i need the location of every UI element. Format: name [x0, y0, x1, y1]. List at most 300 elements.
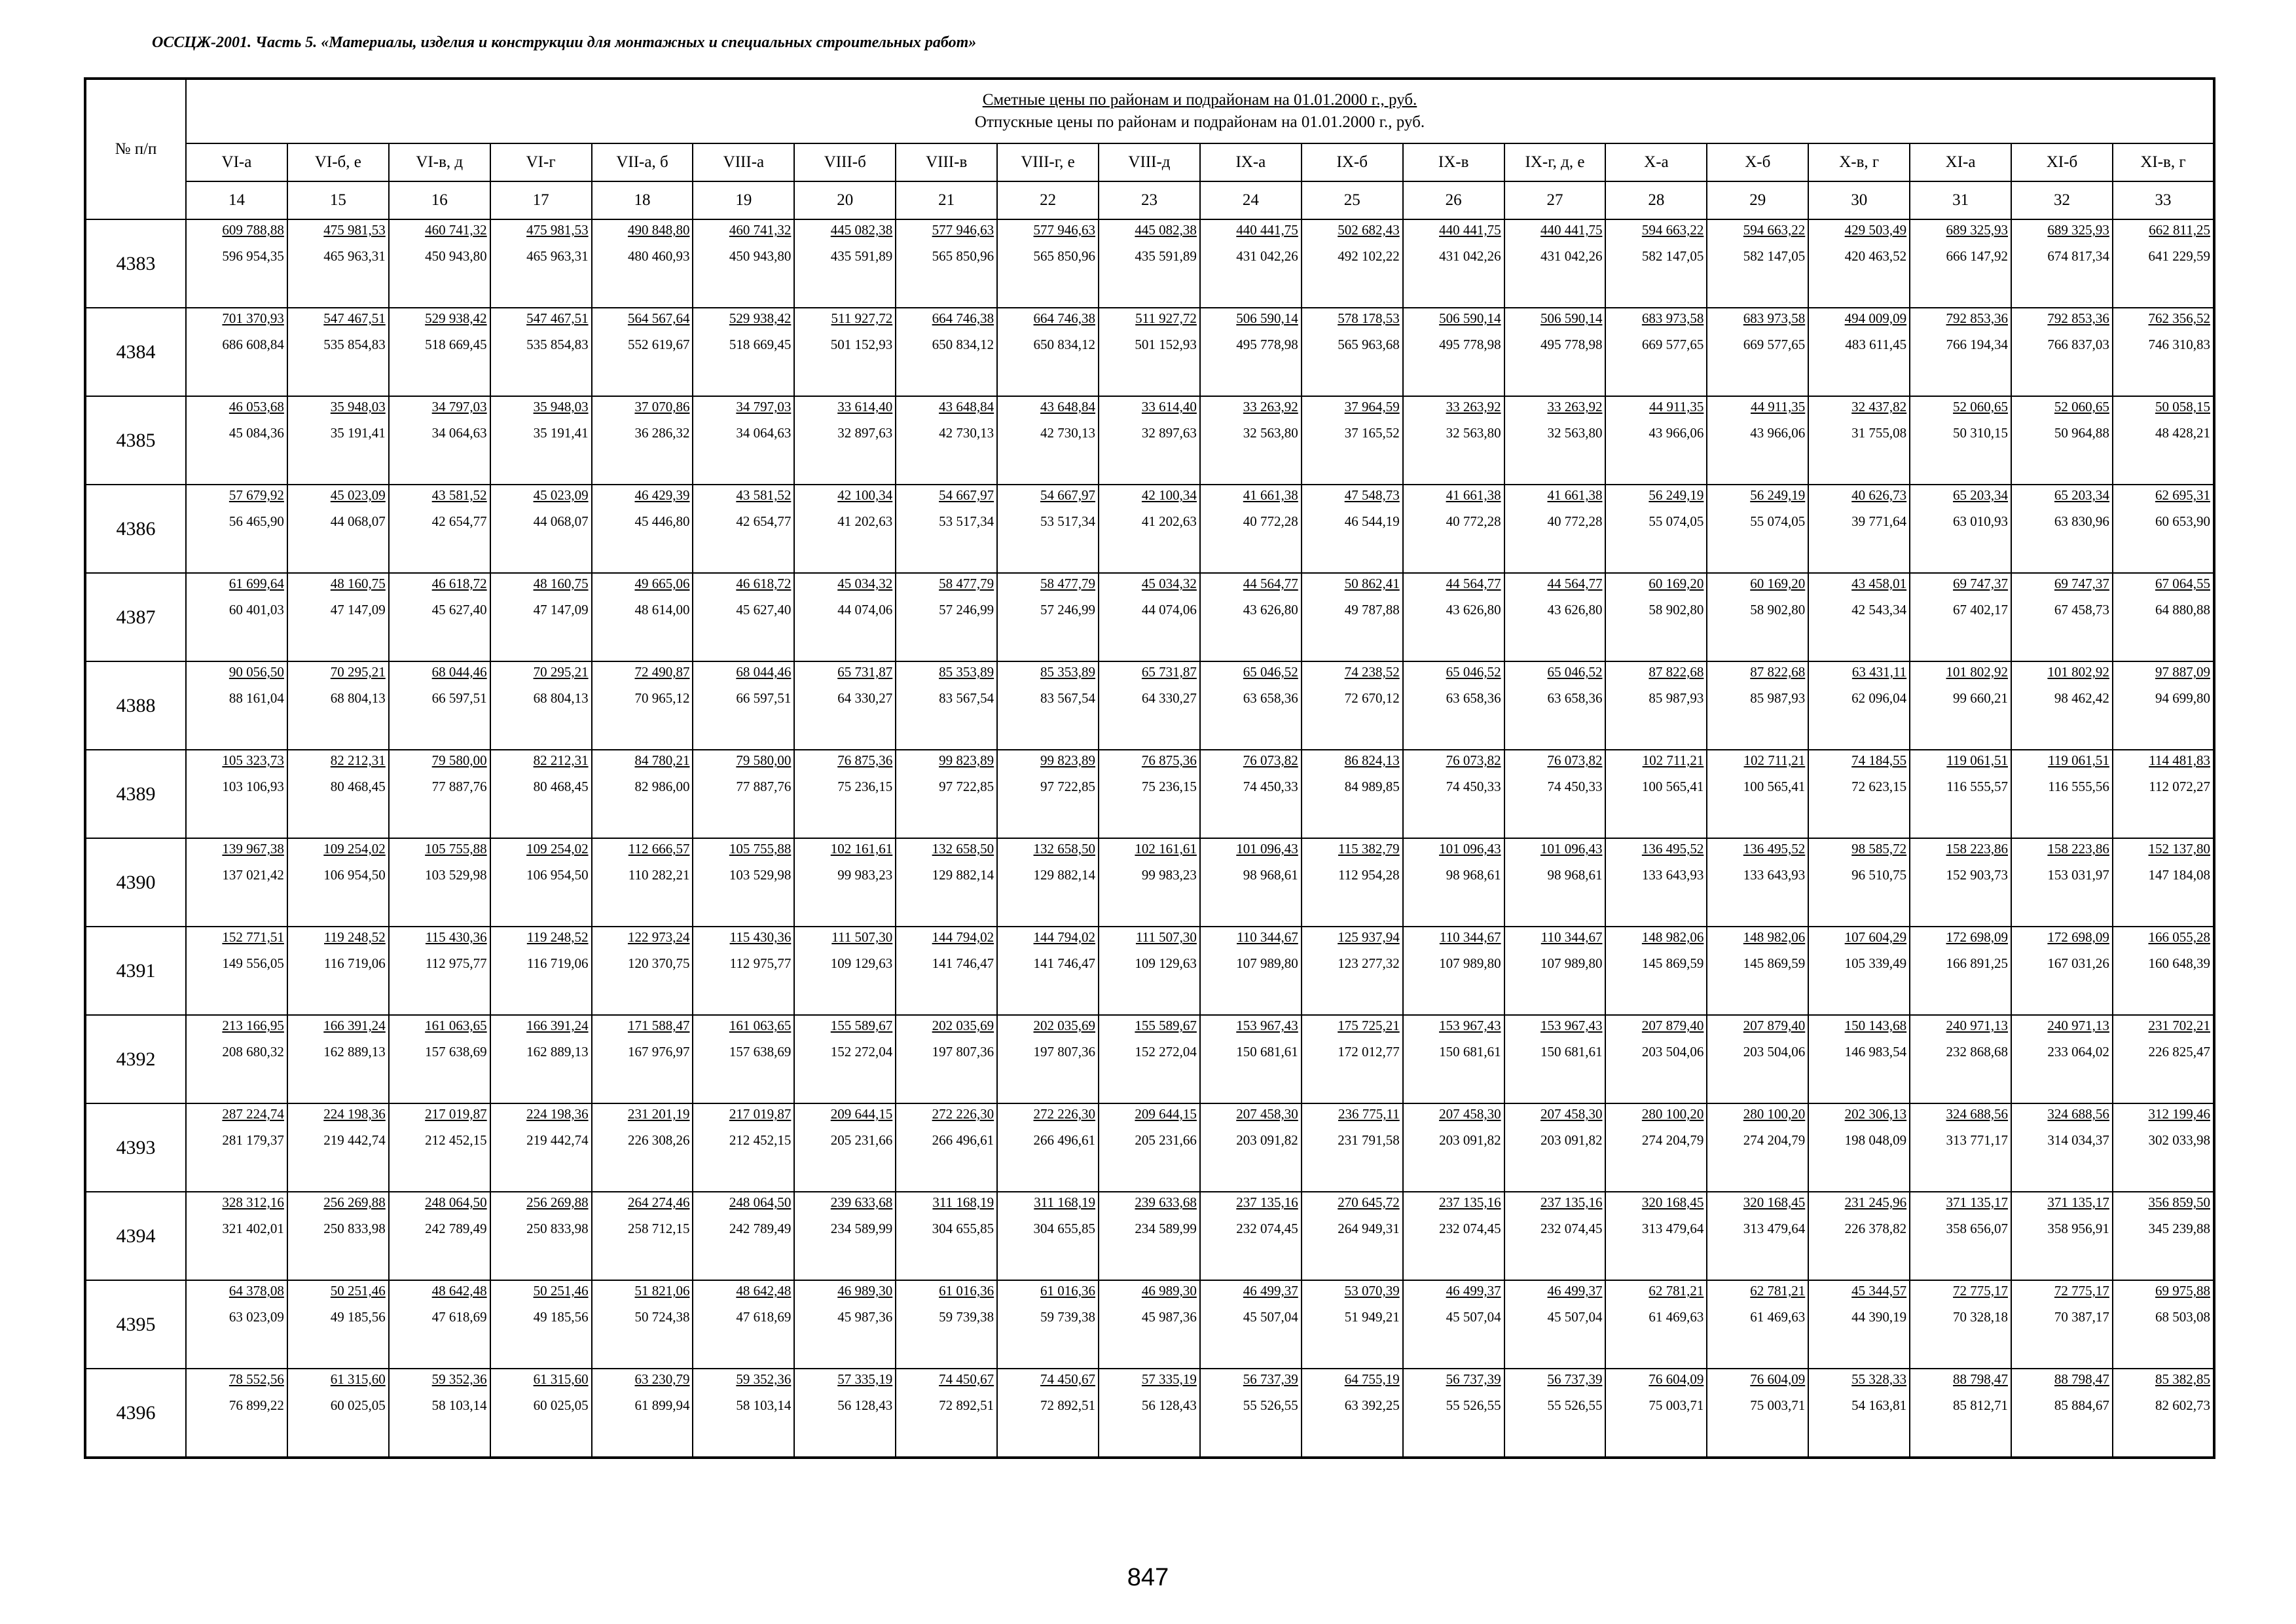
estimate-price: 207 879,40	[1743, 1018, 1806, 1033]
estimate-price: 53 070,39	[1344, 1283, 1400, 1299]
price-cell	[1302, 308, 1403, 396]
estimate-price: 79 580,00	[431, 752, 487, 768]
estimate-price: 475 981,53	[526, 222, 589, 238]
release-price: 232 074,45	[1439, 1221, 1501, 1236]
price-cell	[1504, 661, 1606, 750]
estimate-price: 48 160,75	[533, 576, 589, 591]
release-price: 58 103,14	[431, 1397, 487, 1413]
release-price: 232 868,68	[1946, 1044, 2009, 1060]
estimate-price: 202 035,69	[1033, 1018, 1096, 1033]
release-price: 110 282,21	[628, 867, 690, 883]
estimate-price: 115 382,79	[1338, 841, 1400, 857]
release-price: 203 091,82	[1236, 1132, 1298, 1148]
estimate-price: 57 679,92	[228, 487, 284, 503]
price-cell	[1403, 927, 1504, 1015]
release-price: 63 023,09	[228, 1309, 284, 1325]
release-price: 58 902,80	[1649, 602, 1704, 618]
price-cell	[1707, 219, 1808, 308]
release-price: 518 669,45	[729, 337, 792, 352]
price-cell	[1707, 838, 1808, 927]
page-number: 847	[1127, 1564, 1169, 1591]
estimate-price: 529 938,42	[425, 310, 487, 326]
release-price: 431 042,26	[1540, 248, 1603, 264]
estimate-price: 49 665,06	[634, 576, 690, 591]
price-cell	[490, 750, 592, 838]
region-header: X-б	[1707, 143, 1808, 181]
estimate-price: 76 604,09	[1649, 1371, 1704, 1387]
estimate-price: 61 699,64	[228, 576, 284, 591]
release-price: 50 310,15	[1953, 425, 2009, 441]
price-cell	[1808, 1280, 1910, 1369]
release-price: 55 074,05	[1649, 513, 1704, 529]
estimate-price: 155 589,67	[830, 1018, 893, 1033]
release-price: 205 231,66	[1135, 1132, 1197, 1148]
release-price: 34 064,63	[736, 425, 792, 441]
release-price: 88 161,04	[228, 690, 284, 706]
release-price: 116 719,06	[526, 955, 589, 971]
estimate-price: 46 499,37	[1243, 1283, 1298, 1299]
release-price: 94 699,80	[2155, 690, 2210, 706]
estimate-price: 105 323,73	[222, 752, 284, 768]
price-cell	[693, 485, 794, 573]
row-number: 4385	[85, 396, 186, 485]
estimate-price: 43 648,84	[939, 399, 994, 415]
price-cell	[2011, 661, 2113, 750]
estimate-price: 56 737,39	[1446, 1371, 1501, 1387]
price-cell	[997, 308, 1099, 396]
release-price: 147 184,08	[2148, 867, 2210, 883]
estimate-price: 115 430,36	[425, 929, 487, 945]
price-cell	[592, 308, 693, 396]
estimate-price: 371 135,17	[2047, 1194, 2109, 1210]
estimate-price: 153 967,43	[1439, 1018, 1501, 1033]
estimate-price: 65 203,34	[2054, 487, 2109, 503]
price-cell	[1403, 1015, 1504, 1103]
estimate-price: 105 755,88	[729, 841, 792, 857]
estimate-price: 87 822,68	[1649, 664, 1704, 680]
estimate-price: 65 731,87	[1141, 664, 1197, 680]
price-cell	[592, 838, 693, 927]
estimate-price: 264 274,46	[627, 1194, 690, 1210]
estimate-price: 45 023,09	[330, 487, 386, 503]
estimate-price: 664 746,38	[1033, 310, 1096, 326]
release-price: 63 658,36	[1547, 690, 1603, 706]
price-cell	[2113, 1192, 2214, 1280]
release-price: 103 529,98	[729, 867, 792, 883]
estimate-price: 683 973,58	[1641, 310, 1704, 326]
estimate-price: 63 431,11	[1851, 664, 1907, 680]
release-price: 250 833,98	[526, 1221, 589, 1236]
column-number: 21	[896, 181, 997, 219]
release-price: 45 627,40	[736, 602, 792, 618]
table-row	[85, 1103, 2214, 1192]
price-cell	[490, 485, 592, 573]
estimate-price: 202 035,69	[932, 1018, 994, 1033]
release-price: 112 072,27	[2149, 779, 2210, 794]
price-cell	[1504, 1103, 1606, 1192]
estimate-price: 74 238,52	[1344, 664, 1400, 680]
estimate-price: 48 160,75	[330, 576, 386, 591]
price-cell	[1200, 219, 1302, 308]
release-price: 226 825,47	[2148, 1044, 2210, 1060]
price-cell	[1910, 573, 2011, 661]
release-price: 98 462,42	[2054, 690, 2109, 706]
estimate-price: 155 589,67	[1135, 1018, 1197, 1033]
release-price: 55 526,55	[1547, 1397, 1603, 1413]
price-cell	[1808, 396, 1910, 485]
row-number-header: № п/п	[85, 79, 186, 219]
release-price: 152 272,04	[830, 1044, 893, 1060]
table-row	[85, 927, 2214, 1015]
estimate-price: 65 203,34	[1953, 487, 2009, 503]
price-cell	[997, 750, 1099, 838]
release-price: 76 899,22	[228, 1397, 284, 1413]
table-row	[85, 838, 2214, 927]
estimate-price: 98 585,72	[1851, 841, 1907, 857]
price-cell	[2011, 308, 2113, 396]
estimate-price: 59 352,36	[431, 1371, 487, 1387]
release-price: 162 889,13	[526, 1044, 589, 1060]
estimate-price: 256 269,88	[526, 1194, 589, 1210]
release-price: 55 074,05	[1750, 513, 1806, 529]
price-cell	[1403, 1192, 1504, 1280]
estimate-price: 110 344,67	[1540, 929, 1603, 945]
estimate-price: 312 199,46	[2148, 1106, 2210, 1122]
column-number: 28	[1605, 181, 1707, 219]
estimate-price: 172 698,09	[2047, 929, 2109, 945]
price-cell	[794, 573, 896, 661]
estimate-price: 440 441,75	[1236, 222, 1298, 238]
release-price: 40 772,28	[1243, 513, 1298, 529]
estimate-price: 564 567,64	[627, 310, 690, 326]
release-price: 66 597,51	[431, 690, 487, 706]
price-cell	[592, 1369, 693, 1458]
price-cell	[1707, 1192, 1808, 1280]
price-cell	[1605, 219, 1707, 308]
document-header: ОССЦЖ-2001. Часть 5. «Материалы, изделия и конструкции для монтажных и специальных строительных работ»	[152, 34, 977, 51]
price-cell	[186, 573, 287, 661]
estimate-price: 320 168,45	[1743, 1194, 1806, 1210]
price-cell	[1099, 1103, 1200, 1192]
price-cell	[1605, 485, 1707, 573]
estimate-price: 86 824,13	[1344, 752, 1400, 768]
price-cell	[2011, 485, 2113, 573]
release-price: 43 626,80	[1243, 602, 1298, 618]
price-cell	[1504, 927, 1606, 1015]
release-price: 49 787,88	[1344, 602, 1400, 618]
release-price: 746 310,83	[2148, 337, 2210, 352]
price-cell	[693, 838, 794, 927]
column-number: 29	[1707, 181, 1808, 219]
estimate-price: 85 353,89	[939, 664, 994, 680]
price-cell	[1302, 1015, 1403, 1103]
estimate-price: 44 564,77	[1243, 576, 1298, 591]
estimate-price: 150 143,68	[1844, 1018, 1907, 1033]
estimate-price: 171 588,47	[627, 1018, 690, 1033]
release-price: 358 656,07	[1946, 1221, 2009, 1236]
release-price: 47 618,69	[736, 1309, 792, 1325]
estimate-price: 82 212,31	[533, 752, 589, 768]
price-cell	[592, 1015, 693, 1103]
release-price: 203 091,82	[1540, 1132, 1603, 1148]
release-price: 495 778,98	[1439, 337, 1501, 352]
release-price: 112 975,77	[729, 955, 792, 971]
estimate-price: 328 312,16	[222, 1194, 284, 1210]
release-price: 42 543,34	[1851, 602, 1907, 618]
price-cell	[2011, 219, 2113, 308]
estimate-price: 139 967,38	[222, 841, 284, 857]
release-price: 302 033,98	[2148, 1132, 2210, 1148]
estimate-price: 61 315,60	[533, 1371, 589, 1387]
estimate-price: 65 046,52	[1446, 664, 1501, 680]
column-number: 23	[1099, 181, 1200, 219]
price-cell	[2011, 1192, 2113, 1280]
price-cell	[490, 308, 592, 396]
estimate-price: 46 499,37	[1547, 1283, 1603, 1299]
release-price: 107 989,80	[1439, 955, 1501, 971]
release-price: 44 390,19	[1851, 1309, 1907, 1325]
estimate-price: 287 224,74	[222, 1106, 284, 1122]
price-cell	[186, 396, 287, 485]
price-cell	[1808, 308, 1910, 396]
estimate-price: 148 982,06	[1743, 929, 1806, 945]
column-number: 25	[1302, 181, 1403, 219]
price-cell	[794, 838, 896, 927]
price-cell	[1808, 1369, 1910, 1458]
estimate-price: 84 780,21	[634, 752, 690, 768]
release-price: 162 889,13	[323, 1044, 386, 1060]
column-number: 31	[1910, 181, 2011, 219]
price-cell	[389, 838, 490, 927]
estimate-price: 136 495,52	[1743, 841, 1806, 857]
price-cell	[490, 396, 592, 485]
price-cell	[2011, 838, 2113, 927]
release-price: 106 954,50	[323, 867, 386, 883]
price-cell	[794, 927, 896, 1015]
release-price: 63 830,96	[2054, 513, 2109, 529]
price-cell	[1808, 573, 1910, 661]
release-price: 49 185,56	[330, 1309, 386, 1325]
release-price: 565 850,96	[932, 248, 994, 264]
estimate-price: 46 053,68	[228, 399, 284, 415]
estimate-price: 231 245,96	[1844, 1194, 1907, 1210]
release-price: 63 658,36	[1446, 690, 1501, 706]
region-header: X-а	[1605, 143, 1707, 181]
release-price: 153 031,97	[2047, 867, 2109, 883]
estimate-price: 56 249,19	[1750, 487, 1806, 503]
release-price: 39 771,64	[1851, 513, 1907, 529]
row-number: 4384	[85, 308, 186, 396]
release-price: 674 817,34	[2047, 248, 2109, 264]
region-header-row	[85, 143, 2214, 181]
release-price: 44 068,07	[330, 513, 386, 529]
estimate-price: 236 775,11	[1338, 1106, 1400, 1122]
release-price: 82 602,73	[2155, 1397, 2210, 1413]
region-header: VIII-г, е	[997, 143, 1099, 181]
estimate-price: 85 382,85	[2155, 1371, 2210, 1387]
release-price: 483 611,45	[1845, 337, 1907, 352]
price-cell	[1808, 485, 1910, 573]
estimate-price: 65 046,52	[1547, 664, 1603, 680]
release-price: 172 012,77	[1338, 1044, 1400, 1060]
estimate-price: 240 971,13	[1946, 1018, 2009, 1033]
release-price: 431 042,26	[1236, 248, 1298, 264]
estimate-price: 37 964,59	[1344, 399, 1400, 415]
price-cell	[693, 927, 794, 1015]
estimate-price: 594 663,22	[1743, 222, 1806, 238]
release-price: 99 660,21	[1953, 690, 2009, 706]
estimate-price: 56 249,19	[1649, 487, 1704, 503]
price-cell	[2011, 750, 2113, 838]
release-price: 231 791,58	[1338, 1132, 1400, 1148]
estimate-price: 239 633,68	[1135, 1194, 1197, 1210]
estimate-price: 207 879,40	[1641, 1018, 1704, 1033]
estimate-price: 50 058,15	[2155, 399, 2210, 415]
release-price: 160 648,39	[2148, 955, 2210, 971]
release-price: 100 565,41	[1743, 779, 1806, 794]
price-cell	[693, 661, 794, 750]
release-price: 53 517,34	[939, 513, 994, 529]
release-price: 61 899,94	[634, 1397, 690, 1413]
release-price: 32 897,63	[1141, 425, 1197, 441]
release-price: 32 563,80	[1446, 425, 1501, 441]
release-price: 59 739,38	[939, 1309, 994, 1325]
price-cell	[997, 396, 1099, 485]
estimate-price: 511 927,72	[1135, 310, 1197, 326]
column-number-row	[85, 181, 2214, 219]
price-cell	[1707, 1015, 1808, 1103]
estimate-price: 69 975,88	[2155, 1283, 2210, 1299]
price-cell	[1707, 308, 1808, 396]
price-cell	[287, 661, 389, 750]
price-cell	[1200, 1103, 1302, 1192]
price-cell	[490, 573, 592, 661]
release-price: 242 789,49	[425, 1221, 487, 1236]
estimate-price: 87 822,68	[1750, 664, 1806, 680]
price-cell	[794, 1015, 896, 1103]
region-header: VI-в, д	[389, 143, 490, 181]
release-price: 492 102,22	[1338, 248, 1400, 264]
estimate-price: 101 802,92	[1946, 664, 2009, 680]
estimate-price: 46 989,30	[1141, 1283, 1197, 1299]
price-cell	[1302, 661, 1403, 750]
release-price: 535 854,83	[323, 337, 386, 352]
release-price: 766 837,03	[2047, 337, 2109, 352]
release-price: 157 638,69	[425, 1044, 487, 1060]
release-price: 85 812,71	[1953, 1397, 2009, 1413]
price-cell	[1707, 1103, 1808, 1192]
region-header: IX-б	[1302, 143, 1403, 181]
release-price: 57 246,99	[1040, 602, 1096, 618]
estimate-price: 136 495,52	[1641, 841, 1704, 857]
price-cell	[2011, 1280, 2113, 1369]
estimate-price: 52 060,65	[1953, 399, 2009, 415]
price-cell	[490, 661, 592, 750]
price-cell	[896, 219, 997, 308]
estimate-price: 45 023,09	[533, 487, 589, 503]
release-price: 82 986,00	[634, 779, 690, 794]
estimate-price: 34 797,03	[736, 399, 792, 415]
release-price: 669 577,65	[1743, 337, 1806, 352]
estimate-price: 97 887,09	[2155, 664, 2210, 680]
release-price: 42 730,13	[939, 425, 994, 441]
estimate-price: 231 201,19	[627, 1106, 690, 1122]
table-header	[85, 79, 2214, 219]
price-cell	[1910, 219, 2011, 308]
estimate-price: 119 248,52	[526, 929, 589, 945]
price-cell	[490, 1369, 592, 1458]
estimate-price: 40 626,73	[1851, 487, 1907, 503]
price-cell	[997, 1280, 1099, 1369]
price-cell	[2113, 396, 2214, 485]
table-row	[85, 573, 2214, 661]
estimate-price: 311 168,19	[932, 1194, 994, 1210]
estimate-price: 33 614,40	[837, 399, 893, 415]
release-price: 103 529,98	[425, 867, 487, 883]
release-price: 45 084,36	[228, 425, 284, 441]
price-cell	[1200, 661, 1302, 750]
release-price: 62 096,04	[1851, 690, 1907, 706]
region-header: XI-в, г	[2113, 143, 2214, 181]
price-cell	[1605, 1369, 1707, 1458]
estimate-price: 76 875,36	[837, 752, 893, 768]
price-cell	[287, 838, 389, 927]
estimate-price: 43 581,52	[431, 487, 487, 503]
estimate-price: 76 073,82	[1446, 752, 1501, 768]
release-price: 70 328,18	[1953, 1309, 2009, 1325]
price-cell	[186, 750, 287, 838]
release-price: 68 503,08	[2155, 1309, 2210, 1325]
estimate-price: 60 169,20	[1649, 576, 1704, 591]
release-price: 42 654,77	[431, 513, 487, 529]
release-price: 112 954,28	[1338, 867, 1400, 883]
release-price: 54 163,81	[1851, 1397, 1907, 1413]
price-cell	[693, 1103, 794, 1192]
column-number: 16	[389, 181, 490, 219]
price-cell	[1099, 661, 1200, 750]
estimate-price: 58 477,79	[1040, 576, 1096, 591]
release-price: 37 165,52	[1344, 425, 1400, 441]
release-price: 112 975,77	[425, 955, 487, 971]
table-row	[85, 1369, 2214, 1458]
release-price: 435 591,89	[1135, 248, 1197, 264]
release-price: 43 626,80	[1547, 602, 1603, 618]
release-price: 141 746,47	[1033, 955, 1096, 971]
release-price: 146 983,54	[1844, 1044, 1907, 1060]
price-cell	[1808, 750, 1910, 838]
price-cell	[896, 1015, 997, 1103]
price-cell	[693, 1015, 794, 1103]
estimate-price: 50 251,46	[330, 1283, 386, 1299]
table-row	[85, 661, 2214, 750]
release-price: 42 730,13	[1040, 425, 1096, 441]
estimate-price: 70 295,21	[330, 664, 386, 680]
estimate-price: 67 064,55	[2155, 576, 2210, 591]
release-price: 313 771,17	[1946, 1132, 2009, 1148]
estimate-price: 41 661,38	[1446, 487, 1501, 503]
estimate-price: 248 064,50	[425, 1194, 487, 1210]
release-price: 63 010,93	[1953, 513, 2009, 529]
price-cell	[1099, 1015, 1200, 1103]
estimate-price: 609 788,88	[222, 222, 284, 238]
price-cell	[1200, 750, 1302, 838]
table-row	[85, 1015, 2214, 1103]
price-cell	[1808, 1015, 1910, 1103]
column-number: 26	[1403, 181, 1504, 219]
price-cell	[1200, 396, 1302, 485]
release-price: 226 378,82	[1844, 1221, 1907, 1236]
release-price: 32 897,63	[837, 425, 893, 441]
